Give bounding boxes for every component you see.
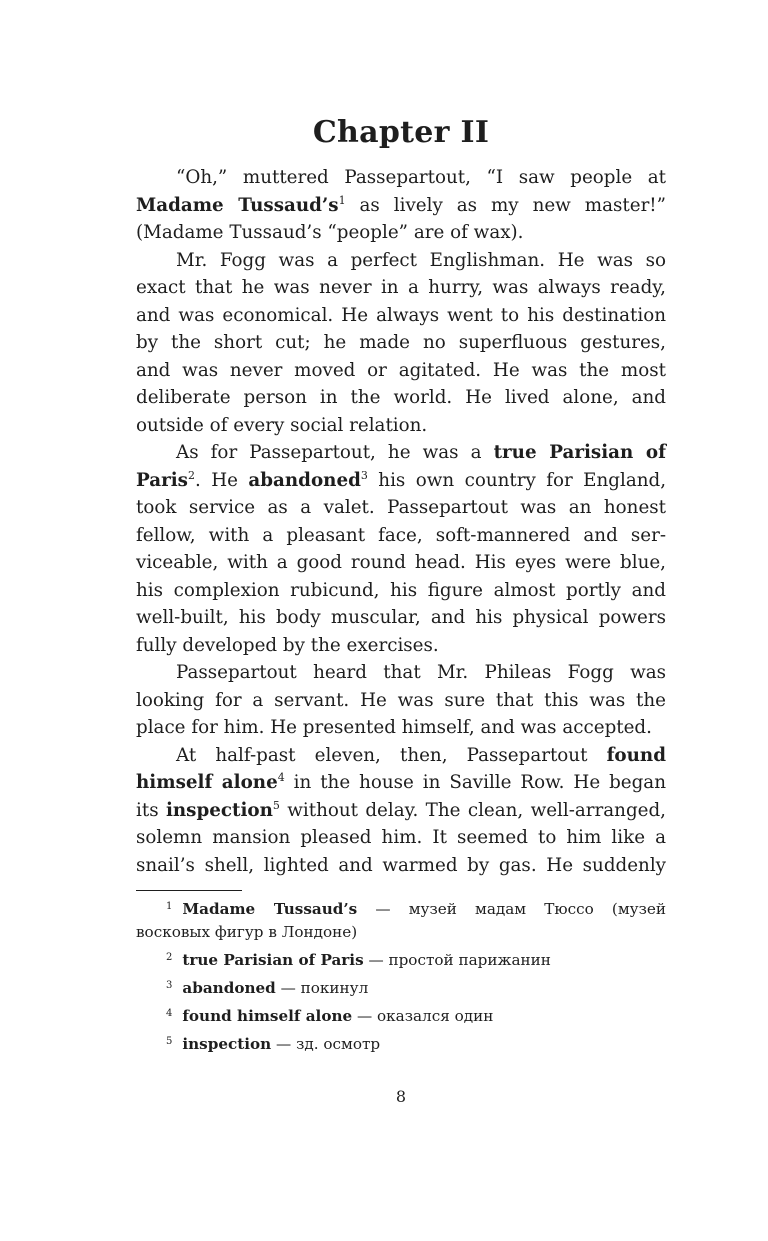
paragraph-1-line-1: “Oh,” muttered Passepartout, “I saw people at: [176, 167, 666, 188]
footnote-number: 1: [166, 901, 173, 912]
footnote-4: [136, 1005, 666, 1028]
footnote-ref[interactable]: 1: [338, 193, 346, 207]
footnote-ref[interactable]: 4: [277, 771, 285, 784]
footnote-gloss: — простой парижанин: [363, 951, 551, 969]
footnote-gloss: — покинул: [275, 979, 369, 997]
glossed-term: himself alone: [136, 772, 278, 793]
paragraph-5-line-1: At half-past eleven, then, Passepartout found: [176, 744, 666, 766]
footnote-gloss: — музей мадам Тюссо (музей: [357, 900, 666, 918]
glossed-term: found: [606, 744, 666, 766]
footnote-ref[interactable]: 5: [272, 798, 280, 812]
paragraph-3-line: well-built, his body muscular, and his physical powers: [136, 607, 666, 628]
glossed-term: true Parisian of: [493, 442, 666, 463]
paragraph-2-line: outside of every social relation.: [136, 414, 428, 436]
paragraph-5-line-2: himself alone$^4$ in the house in Saville Row. He began: [136, 771, 666, 793]
footnote-number: 5: [166, 1036, 173, 1047]
paragraph-2-line: Mr. Fogg was a perfect Englishman. He was so: [176, 249, 666, 271]
paragraph-2-line: exact that he was never in a hurry, was always ready,: [136, 277, 666, 298]
paragraph-5-line: solemn mansion pleased him. It seemed to him like a: [136, 827, 666, 848]
paragraph-4-line: Passepartout heard that Mr. Phileas Fogg was: [176, 662, 666, 683]
paragraph-3-line: viceable, with a good round head. His eyes were blue,: [136, 552, 666, 573]
paragraph-5-line: snail’s shell, lighted and warmed by gas. He suddenly: [136, 854, 666, 876]
footnote-5: [136, 1033, 666, 1056]
paragraph-3-line-1: As for Passepartout, he was a true Parisian of: [176, 442, 666, 463]
footnote-gloss: — зд. осмотр: [271, 1035, 381, 1053]
footnote-ref[interactable]: 2: [187, 468, 195, 482]
paragraph-3-line: took service as a valet. Passepartout was an honest: [136, 497, 666, 518]
paragraph-3-line: fellow, with a pleasant face, soft-mannered and ser-: [136, 524, 666, 546]
glossed-term: Madame Tussaud’s: [136, 194, 339, 216]
paragraph-4-line: looking for a servant. He was sure that this was the: [136, 689, 666, 711]
paragraph-2-line: deliberate person in the world. He lived alone, and: [136, 387, 666, 408]
footnotes: [136, 898, 666, 1061]
paragraph-1-line-3: (Madame Tussaud’s “people” are of wax).: [136, 222, 524, 243]
footnote-term: Madame Tussaud’s: [182, 900, 358, 918]
chapter-title: Chapter II: [312, 115, 490, 150]
footnote-3: [136, 977, 666, 1000]
paragraph-3-line-2: Paris$^2$. He abandoned$^3$ his own country for England,: [136, 468, 667, 491]
footnote-term: inspection: [182, 1035, 272, 1053]
glossed-term: Paris: [136, 469, 188, 491]
footnote-gloss: — оказался один: [352, 1007, 494, 1025]
page-number: 8: [395, 1087, 407, 1106]
paragraph-2-line: and was never moved or agitated. He was the most: [136, 359, 666, 381]
paragraph-2-line: by the short cut; he made no superfluous gestures,: [136, 332, 666, 353]
footnote-ref[interactable]: 3: [360, 468, 368, 482]
paragraph-2-line: and was economical. He always went to his destination: [136, 304, 666, 326]
footnote-term: abandoned: [182, 979, 276, 997]
glossed-term: abandoned: [248, 469, 361, 491]
glossed-term: inspection: [165, 799, 273, 821]
footnote-gloss-continued: восковых фигур в Лондоне): [136, 923, 358, 941]
paragraph-4-line: place for him. He presented himself, and was accepted.: [136, 717, 652, 738]
footnote-term: found himself alone: [182, 1007, 353, 1025]
body-text: [136, 164, 666, 879]
footnote-number: 3: [166, 980, 173, 991]
footnote-divider: [136, 890, 242, 891]
paragraph-1-line-2: Madame $Tussaud’s^1$ as lively as my new master!”: [136, 193, 666, 216]
footnote-term: true Parisian of Paris: [182, 951, 364, 969]
footnote-number: 4: [166, 1008, 173, 1019]
footnote-1: [136, 898, 666, 944]
footnote-number: 2: [166, 952, 173, 963]
paragraph-3-line: his complexion rubicund, his figure almost portly and: [136, 579, 666, 601]
paragraph-5-line-3: its inspection$^5$ without delay. The clean, well-arranged,: [136, 798, 666, 821]
footnote-2: [136, 949, 666, 972]
paragraph-3-line: fully developed by the exercises.: [136, 634, 439, 656]
